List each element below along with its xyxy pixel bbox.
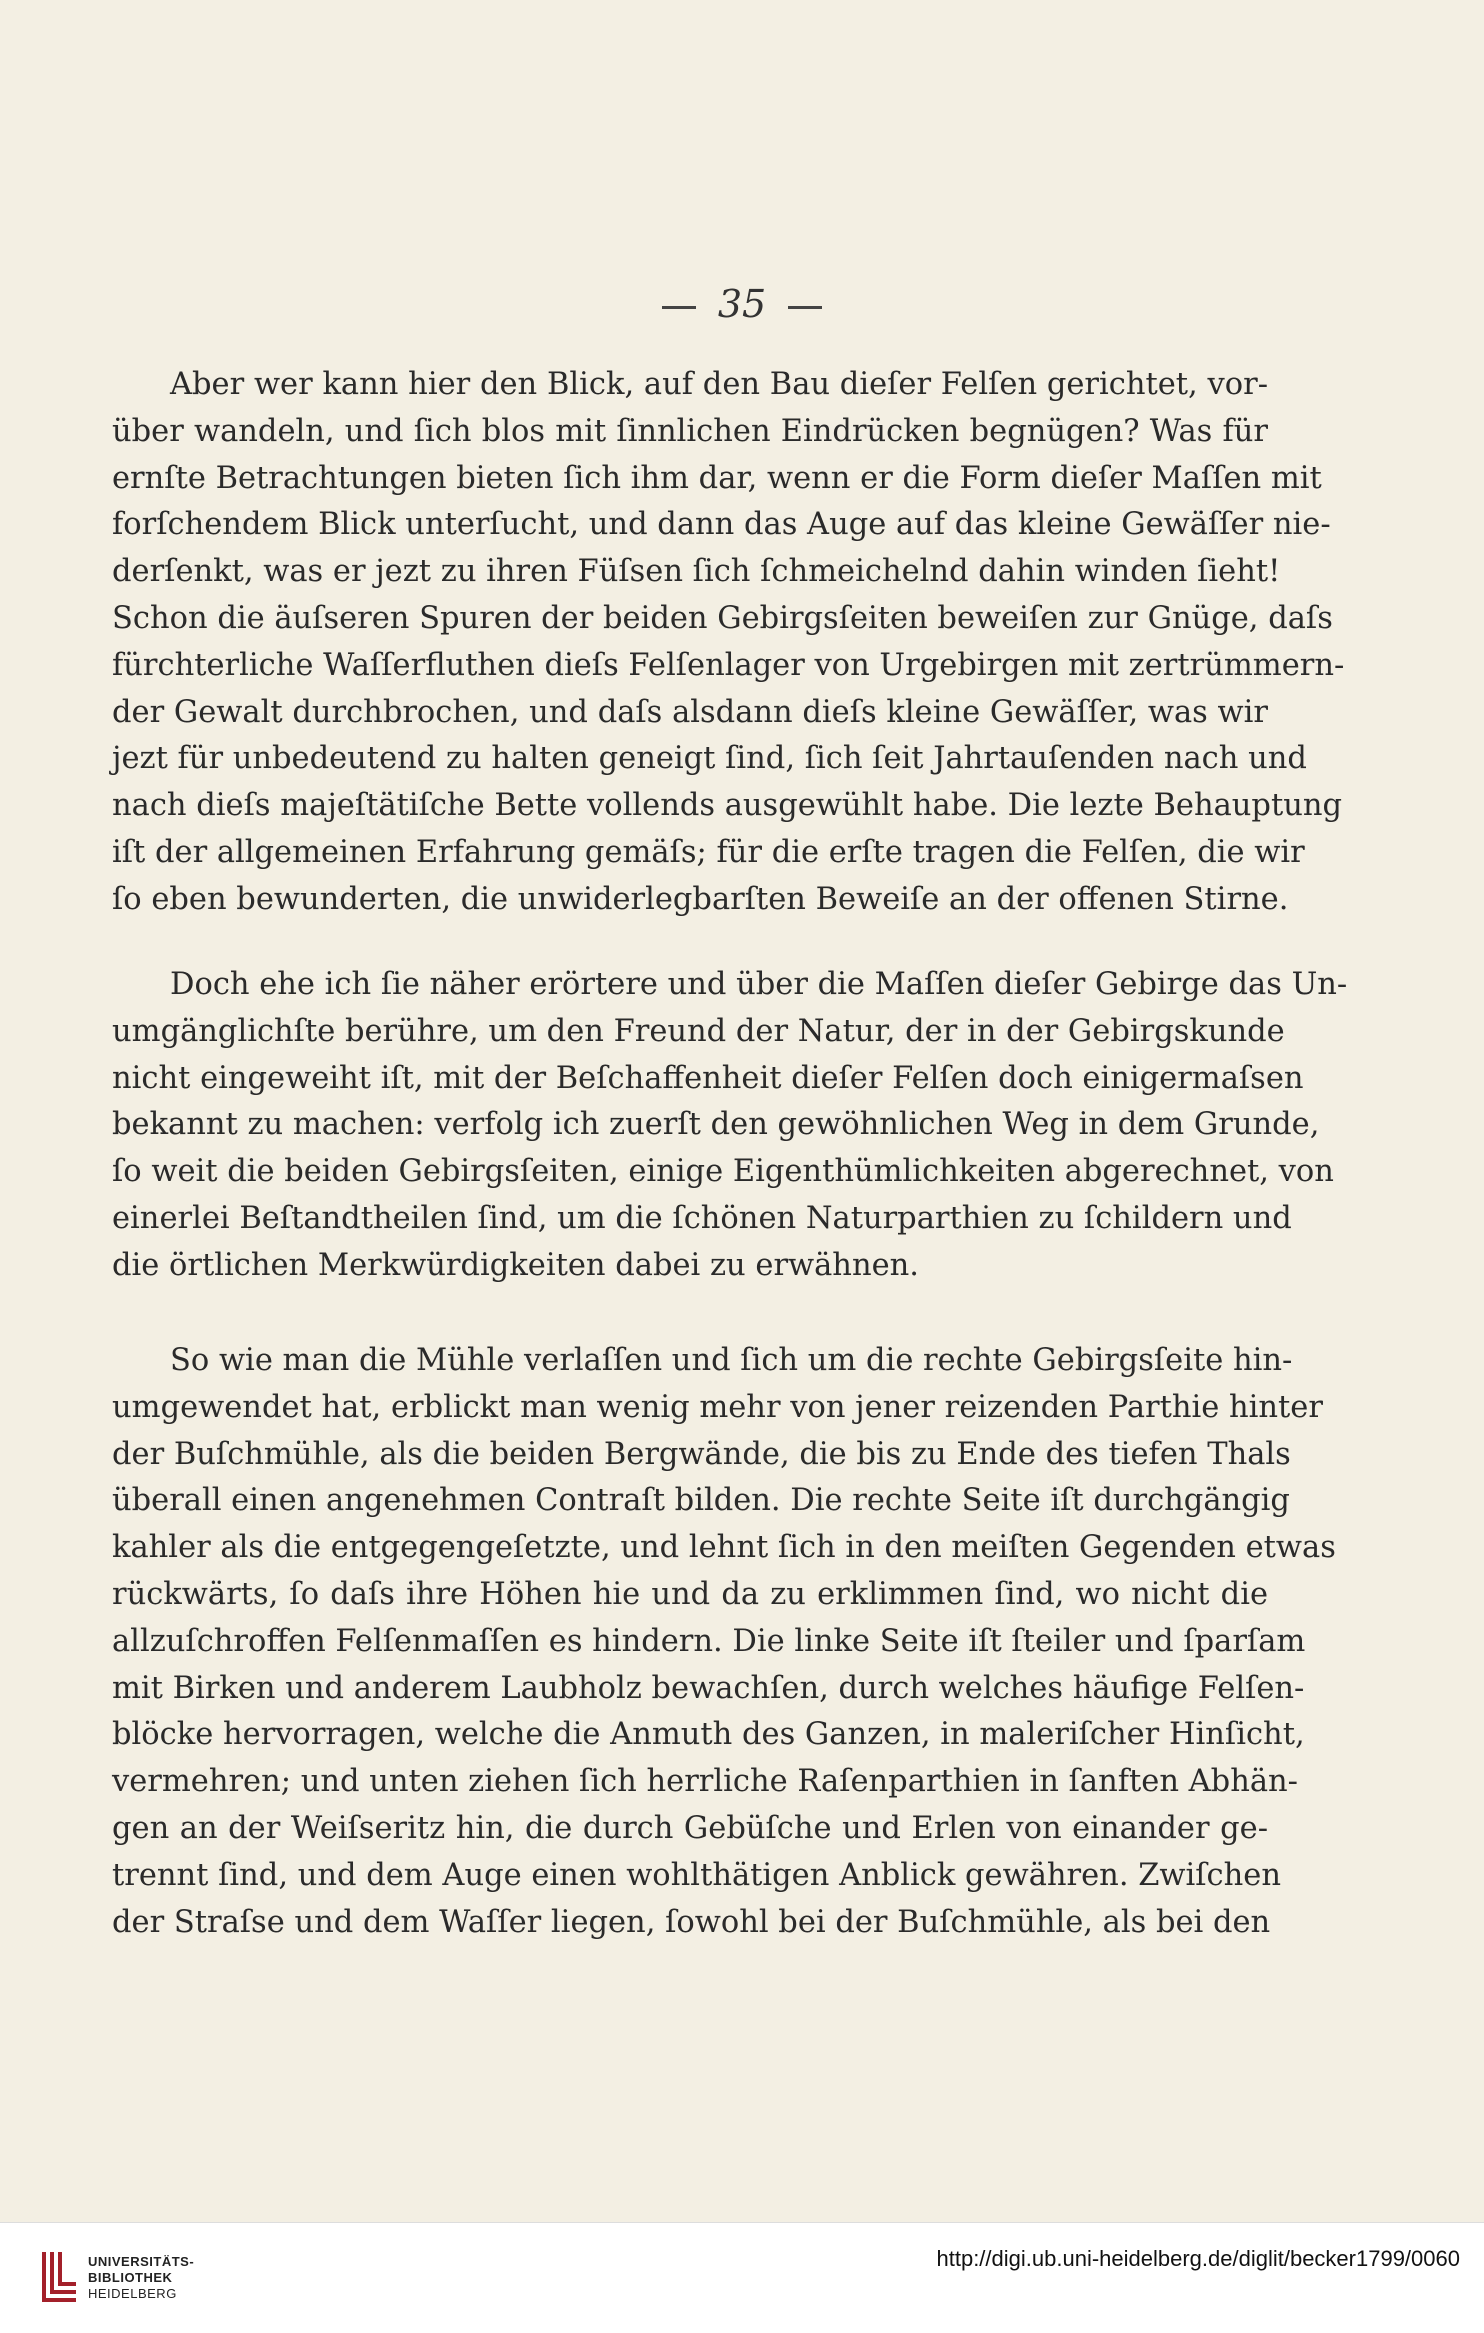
institution-line: BIBLIOTHEK [88,2270,173,2285]
institution-line: HEIDELBERG [88,2286,177,2301]
text-line: ſo eben bewunderten, die unwiderlegbarſten Beweiſe an der offenen Stirne. [112,881,1289,917]
text-line: jezt für unbedeutend zu halten geneigt ſind, ſich ſeit Jahrtauſenden nach und [112,741,1307,777]
text-line: Aber wer kann hier den Blick, auf den Bau dieſer Felſen gerichtet, vor- [170,367,1268,402]
text-line: kahler als die entgegengeſetzte, und lehnt ſich in den meiſten Gegenden etwas [112,1530,1336,1566]
text-line: allzuſchroffen Felſenmaſſen es hindern. Die linke Seite iſt ſteiler und ſparſam [112,1623,1306,1659]
text-line: nicht eingeweiht iſt, mit der Beſchaffenheit dieſer Felſen doch einigermaſsen [112,1060,1304,1096]
text-line: über wandeln, und ſich blos mit ſinnlichen Eindrücken begnügen? Was für [112,413,1268,449]
ub-heidelberg-logo-icon [40,2248,80,2304]
text-line: So wie man die Mühle verlaſſen und ſich um die rechte Gebirgsſeite hin- [170,1343,1293,1378]
text-line: ſo weit die beiden Gebirgsſeiten, einige Eigenthümlichkeiten abgerechnet, von [112,1154,1334,1190]
text-line: gen an der Weiſseritz hin, die durch Gebüſche und Erlen von einander ge- [112,1810,1268,1846]
text-line: forſchendem Blick unterſucht, und dann das Auge auf das kleine Gewäſſer nie- [112,507,1331,543]
text-line: blöcke hervorragen, welche die Anmuth des Ganzen, in maleriſcher Hinſicht, [112,1717,1305,1753]
paragraph-1 [112,362,1345,924]
institution-name [88,2254,194,2302]
text-line: mit Birken und anderem Laubholz bewachſen, durch welches häufige Felſen- [112,1670,1305,1706]
text-line: derſenkt, was er jezt zu ihren Füſsen ſich ſchmeichelnd dahin winden ſieht! [112,554,1281,590]
text-line: trennt ſind, und dem Auge einen wohlthätigen Anblick gewähren. Zwiſchen [112,1857,1281,1893]
text-line: bekannt zu machen: verfolg ich zuerſt den gewöhnlichen Weg in dem Grunde, [112,1107,1320,1143]
header-dash-left [662,306,696,309]
page-number: 35 [717,282,767,326]
page-header [0,282,1484,326]
header-dash-right [788,306,822,309]
text-line: ernſte Betrachtungen bieten ſich ihm dar, wenn er die Form dieſer Maſſen mit [112,460,1322,496]
viewer-footer [0,2222,1484,2333]
paragraph-3 [112,1338,1336,1946]
text-line: der Straſse und dem Waſſer liegen, ſowohl bei der Buſchmühle, als bei den [112,1904,1271,1940]
source-url-link[interactable]: http://digi.ub.uni-heidelberg.de/diglit/becker1799/0060 [936,2246,1460,2271]
text-line: Schon die äuſseren Spuren der beiden Gebirgsſeiten beweiſen zur Gnüge, daſs [112,600,1333,636]
text-line: fürchterliche Waſſerfluthen dieſs Felſenlager von Urgebirgen mit zertrümmern- [112,647,1345,683]
text-line: der Buſchmühle, als die beiden Bergwände, die bis zu Ende des tiefen Thals [112,1436,1291,1472]
paragraph-2 [112,962,1348,1290]
text-line: iſt der allgemeinen Erfahrung gemäſs; für die erſte tragen die Felſen, die wir [112,834,1305,870]
text-line: die örtlichen Merkwürdigkeiten dabei zu erwähnen. [112,1247,919,1283]
text-line: der Gewalt durchbrochen, und daſs alsdann dieſs kleine Gewäſſer, was wir [112,694,1268,730]
institution-line: UNIVERSITÄTS- [88,2254,195,2269]
text-line: Doch ehe ich ſie näher erörtere und über die Maſſen dieſer Gebirge das Un- [170,967,1348,1002]
text-line: nach dieſs majeſtätiſche Bette vollends ausgewühlt habe. Die lezte Behauptung [112,788,1343,824]
text-line: umgänglichſte berühre, um den Freund der Natur, der in der Gebirgskunde [112,1013,1285,1049]
text-line: einerlei Beſtandtheilen ſind, um die ſchönen Naturparthien zu ſchildern und [112,1200,1292,1236]
text-line: rückwärts, ſo daſs ihre Höhen hie und da zu erklimmen ſind, wo nicht die [112,1576,1268,1612]
text-line: überall einen angenehmen Contraſt bilden. Die rechte Seite iſt durchgängig [112,1483,1290,1519]
text-line: umgewendet hat, erblickt man wenig mehr von jener reizenden Parthie hinter [112,1389,1323,1425]
text-line: vermehren; und unten ziehen ſich herrliche Raſenparthien in ſanften Abhän- [112,1764,1298,1800]
